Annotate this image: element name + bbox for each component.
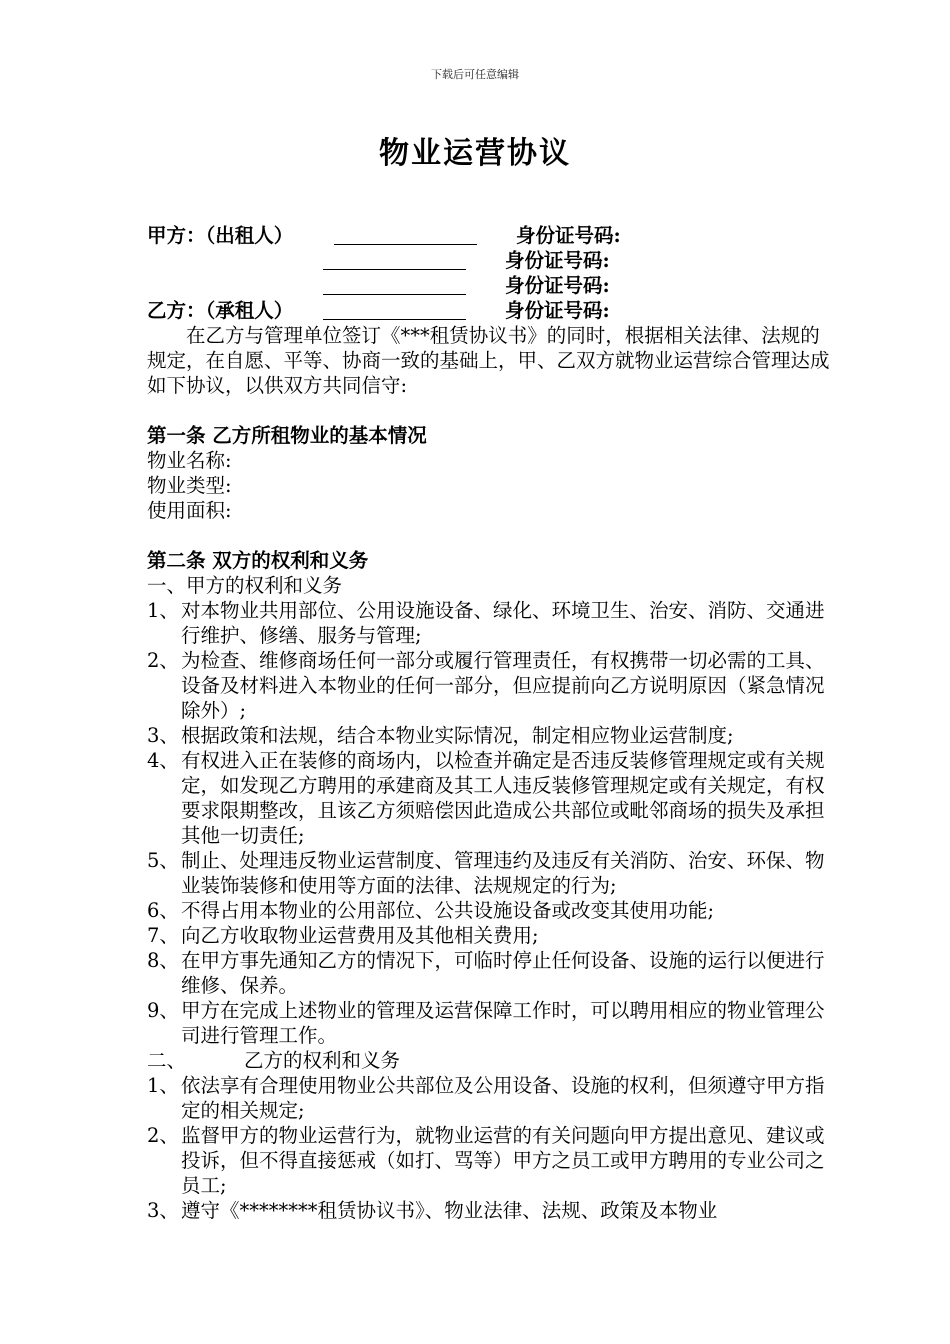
id-number-label: 身份证号码: <box>516 224 621 247</box>
list-item-number: 8、 <box>147 949 179 972</box>
list-item-number: 4、 <box>147 749 179 772</box>
list-item-text: 根据政策和法规，结合本物业实际情况，制定相应物业运营制度; <box>181 724 734 747</box>
list-item <box>147 898 837 923</box>
list-item-text: 遵守《********租赁协议书》、物业法律、法规、政策及本物业 <box>181 1199 718 1222</box>
list-item-text: 有权进入正在装修的商场内，以检查并确定是否违反装修管理规定或有关规定，如发现乙方聘用的承建商及其工人违反装修管理规定或有关规定，有权要求限期整改，且该乙方须赔偿因此造成公共部位或毗邻商场的损失及承担其他一切责任; <box>181 749 825 847</box>
list-item <box>147 948 837 998</box>
party-b-line-1 <box>147 273 837 298</box>
list-item-number: 7、 <box>147 924 179 947</box>
article-2-title: 第二条 双方的权利和义务 <box>147 549 369 572</box>
field-usable-area: 使用面积: <box>147 499 232 522</box>
list-item-number: 3、 <box>147 1199 179 1222</box>
list-item <box>147 998 837 1048</box>
list-item <box>147 598 837 648</box>
document-title: 物业运营协议 <box>379 136 571 171</box>
party-b-line <box>147 298 837 323</box>
list-item <box>147 1198 837 1223</box>
list-item <box>147 1123 837 1198</box>
party-a-label: 甲方：（出租人） <box>147 224 294 247</box>
field-property-type: 物业类型: <box>147 474 232 497</box>
party-b-rights-heading <box>147 1048 837 1073</box>
id-number-label: 身份证号码: <box>505 299 610 322</box>
list-item-number: 1、 <box>147 1074 179 1097</box>
party-a-rights-heading: 一、甲方的权利和义务 <box>147 574 343 597</box>
list-item-number: 3、 <box>147 724 179 747</box>
list-item-text: 对本物业共用部位、公用设施设备、绿化、环境卫生、治安、消防、交通进行维护、修缮、服务与管理; <box>181 599 825 647</box>
list-item-number: 2、 <box>147 649 179 672</box>
list-item-number: 6、 <box>147 899 179 922</box>
list-item <box>147 648 837 723</box>
list-item-text: 制止、处理违反物业运营制度、管理违约及违反有关消防、治安、环保、物业装饰装修和使用等方面的法律、法规规定的行为; <box>181 849 825 897</box>
party-b-name-blank[interactable] <box>323 319 466 320</box>
list-item-text: 向乙方收取物业运营费用及其他相关费用; <box>181 924 539 947</box>
party-b-label: 乙方：（承租人） <box>147 299 294 322</box>
list-item-number: 5、 <box>147 849 179 872</box>
party-a-line <box>147 223 837 248</box>
party-a-name-blank[interactable] <box>323 269 466 270</box>
list-item <box>147 923 837 948</box>
party-a-line-2 <box>147 248 837 273</box>
list-item-text: 在甲方事先通知乙方的情况下，可临时停止任何设备、设施的运行以便进行维修、保养。 <box>181 949 825 997</box>
id-number-label: 身份证号码: <box>505 274 610 297</box>
list-item-number: 9、 <box>147 999 179 1022</box>
article-1-title: 第一条 乙方所租物业的基本情况 <box>147 424 427 447</box>
list-item-number: 1、 <box>147 599 179 622</box>
party-b-heading-text: 乙方的权利和义务 <box>244 1049 401 1072</box>
intro-paragraph: 在乙方与管理单位签订《***租赁协议书》的同时，根据相关法律、法规的规定，在自愿、平等、协商一致的基础上，甲、乙双方就物业运营综合管理达成如下协议，以供双方共同信守: <box>147 324 830 397</box>
list-item <box>147 1073 837 1123</box>
field-property-name: 物业名称: <box>147 449 232 472</box>
list-item-number: 2、 <box>147 1124 179 1147</box>
list-item <box>147 723 837 748</box>
document-body <box>147 223 837 1223</box>
list-item <box>147 848 837 898</box>
list-item-text: 为检查、维修商场任何一部分或履行管理责任，有权携带一切必需的工具、设备及材料进入本物业的任何一部分，但应提前向乙方说明原因（紧急情况除外）; <box>181 649 825 722</box>
list-item-text: 甲方在完成上述物业的管理及运营保障工作时，可以聘用相应的物业管理公司进行管理工作。 <box>181 999 825 1047</box>
header-note: 下载后可任意编辑 <box>431 68 519 81</box>
list-item-text: 不得占用本物业的公用部位、公共设施设备或改变其使用功能; <box>181 899 715 922</box>
list-item <box>147 748 837 848</box>
party-a-name-blank[interactable] <box>334 244 477 245</box>
id-number-label: 身份证号码: <box>505 249 610 272</box>
list-item-text: 监督甲方的物业运营行为，就物业运营的有关问题向甲方提出意见、建议或投诉，但不得直接惩戒（如打、骂等）甲方之员工或甲方聘用的专业公司之员工; <box>181 1124 825 1197</box>
list-item-text: 依法享有合理使用物业公共部位及公用设备、设施的权利，但须遵守甲方指定的相关规定; <box>181 1074 825 1122</box>
party-b-heading-number: 二、 <box>147 1049 187 1072</box>
party-b-name-blank[interactable] <box>323 294 466 295</box>
